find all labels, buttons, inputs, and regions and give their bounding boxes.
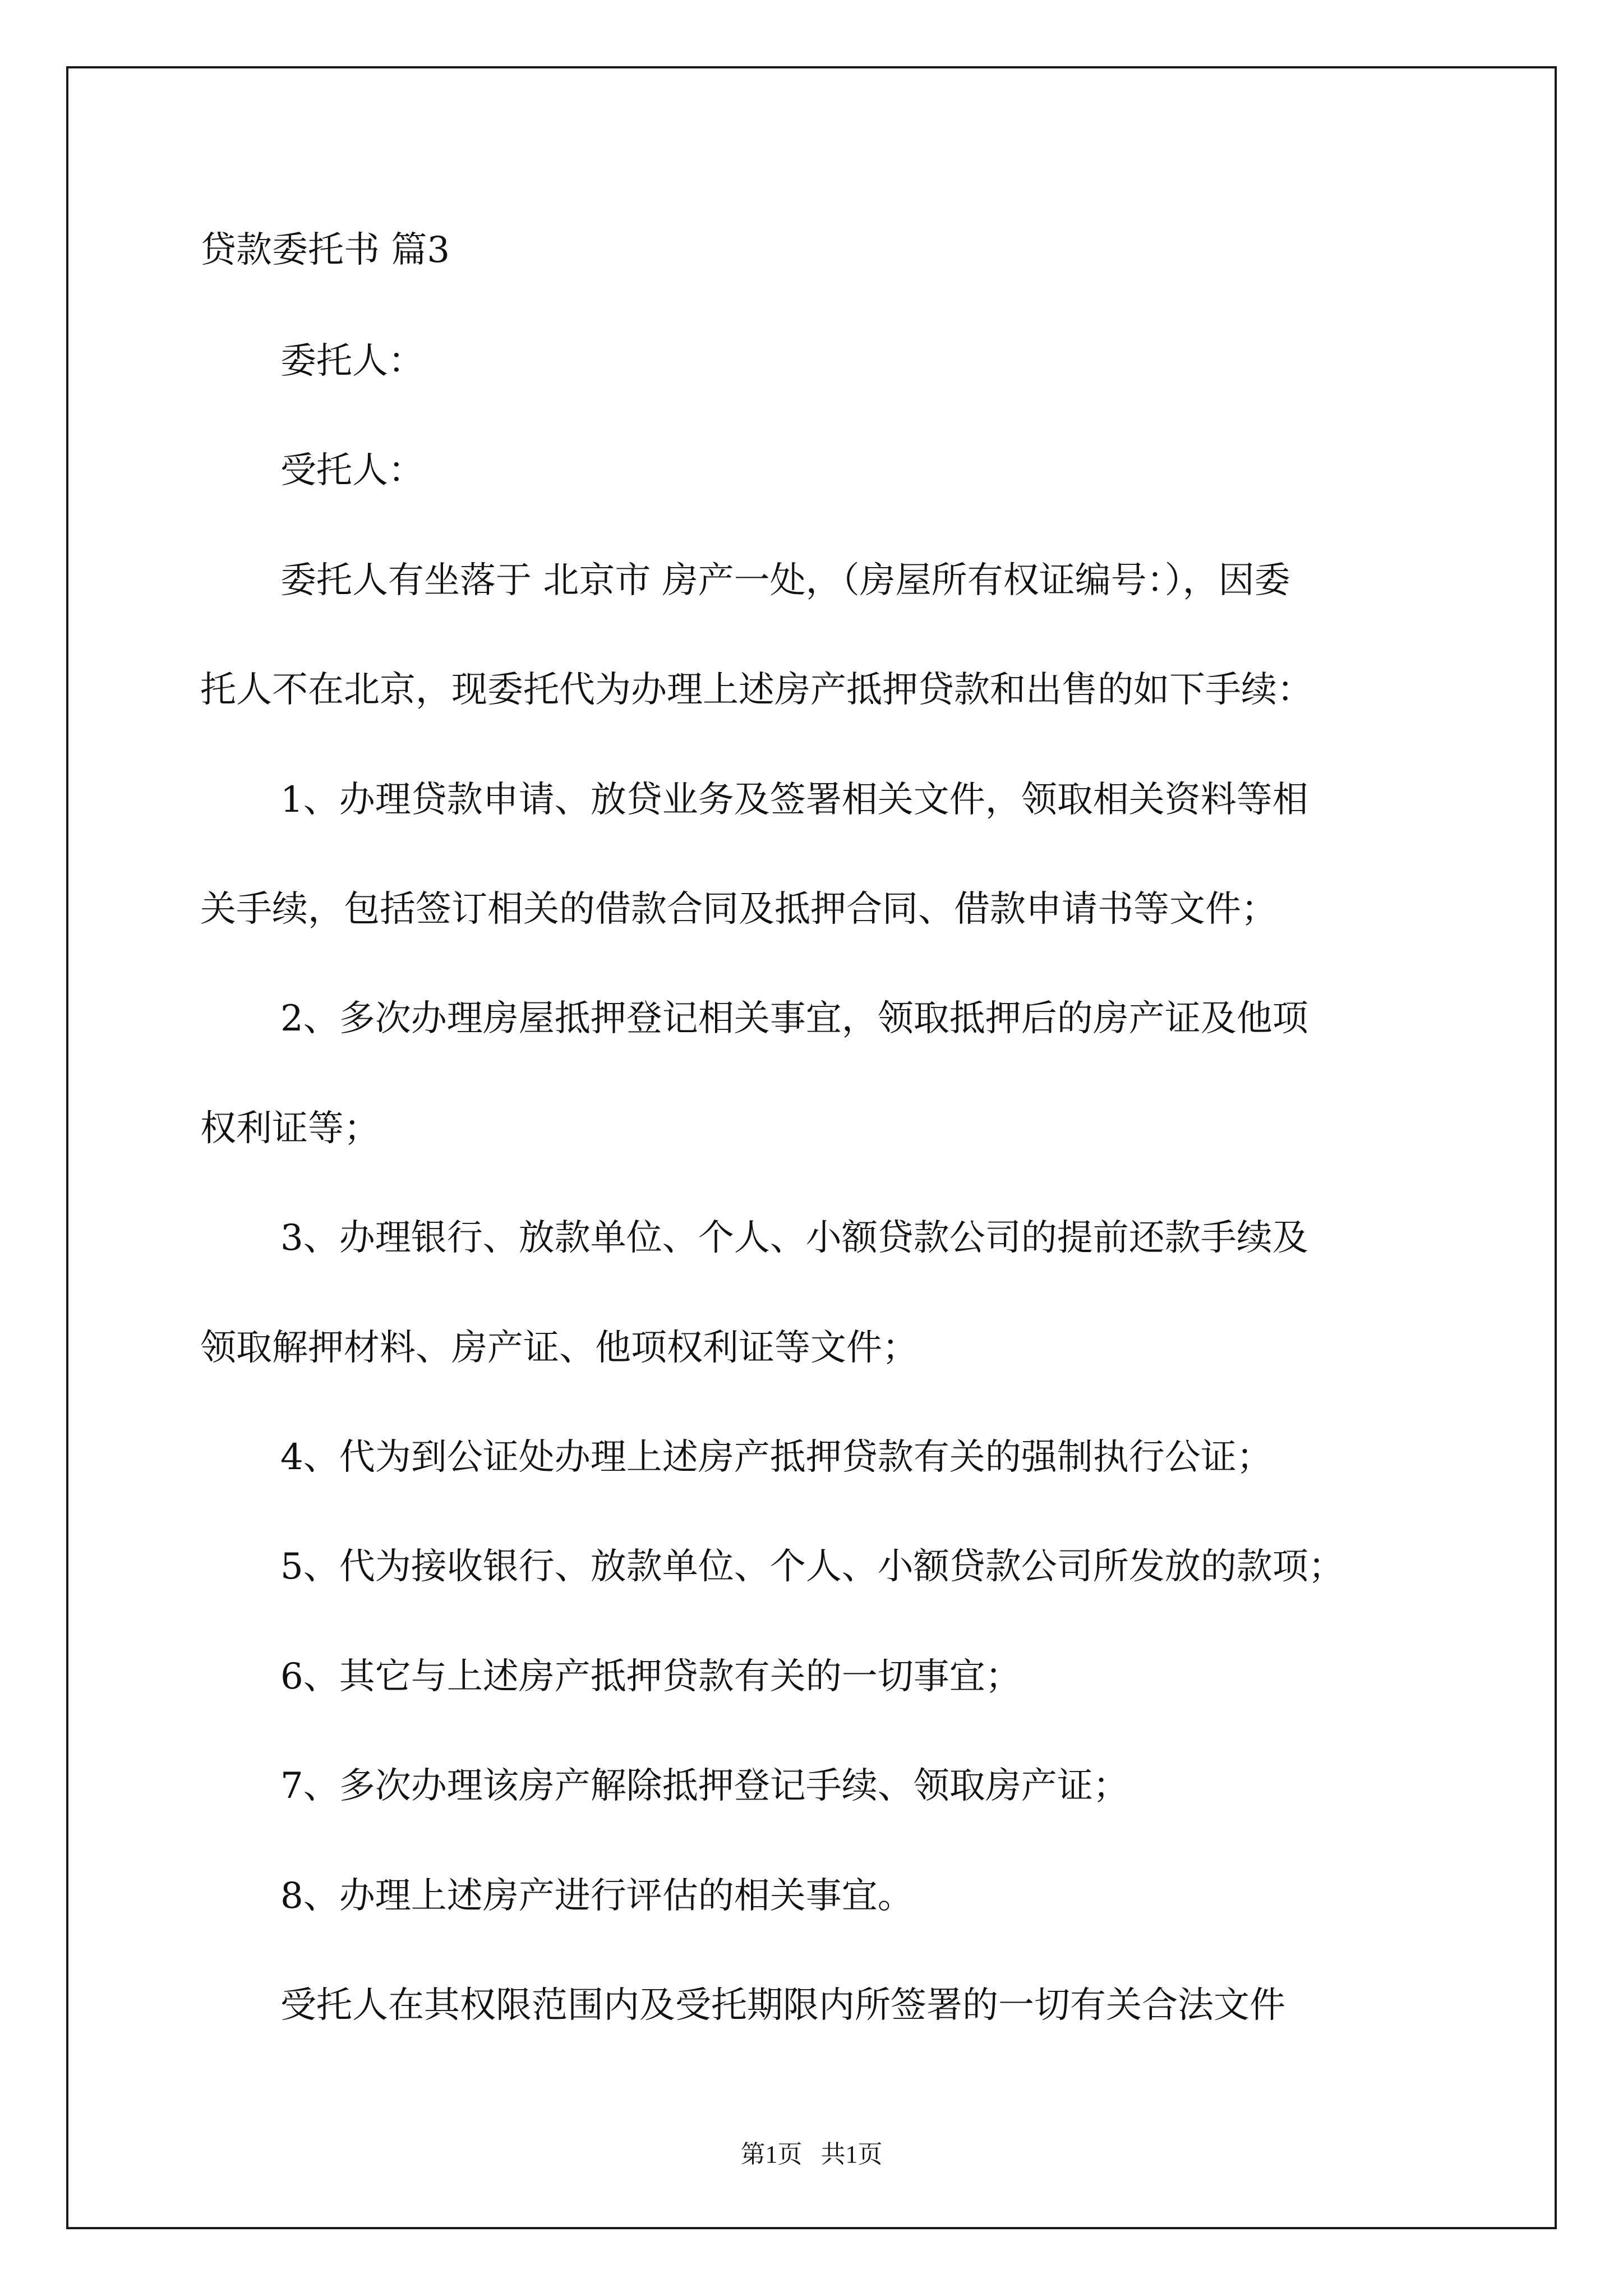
paragraph-line: 2、多次办理房屋抵押登记相关事宜，领取抵押后的房产证及他项 (280, 998, 1308, 1039)
page-number-footer: 第1页 共1页 (740, 2141, 883, 2168)
paragraph-line: 4、代为到公证处办理上述房产抵押贷款有关的强制执行公证； (280, 1437, 1272, 1478)
document-title: 贷款委托书 篇3 (200, 229, 450, 271)
paragraph-line: 委托人有坐落于 北京市 房产一处，（房屋所有权证编号：），因委 (280, 560, 1290, 601)
paragraph-line: 8、办理上述房产进行评估的相关事宜。 (280, 1875, 914, 1917)
paragraph-line: 托人不在北京，现委托代为办理上述房产抵押贷款和出售的如下手续： (200, 669, 1313, 711)
paragraph-line: 受托人在其权限范围内及受托期限内所签署的一切有关合法文件 (280, 1985, 1285, 2026)
paragraph-line: 6、其它与上述房产抵押贷款有关的一切事宜； (280, 1656, 1021, 1697)
paragraph-line: 7、多次办理该房产解除抵押登记手续、领取房产证； (280, 1765, 1129, 1807)
paragraph-line: 权利证等； (200, 1108, 380, 1149)
agent-line: 受托人： (280, 450, 424, 491)
paragraph-line: 关手续，包括签订相关的借款合同及抵押合同、借款申请书等文件； (200, 889, 1277, 930)
paragraph-line: 3、办理银行、放款单位、个人、小额贷款公司的提前还款手续及 (280, 1217, 1308, 1259)
paragraph-line: 领取解押材料、房产证、他项权利证等文件； (200, 1327, 918, 1369)
paragraph-line: 1、办理贷款申请、放贷业务及签署相关文件，领取相关资料等相 (280, 779, 1308, 821)
principal-line: 委托人： (280, 341, 424, 382)
paragraph-line: 5、代为接收银行、放款单位、个人、小额贷款公司所发放的款项； (280, 1546, 1344, 1588)
